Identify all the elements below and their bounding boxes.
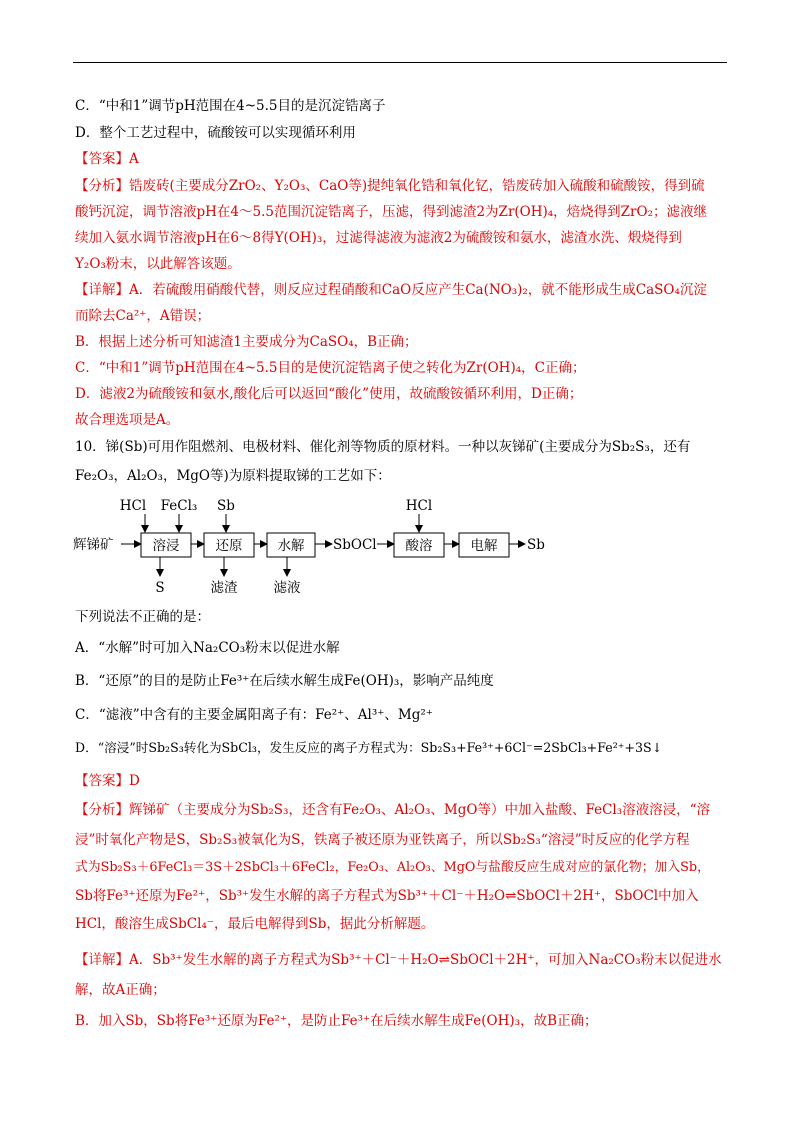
q10-stem-line-1: 10．锑(Sb)可用作阻燃剂、电极材料、催化剂等物质的原材料。一种以灰锑矿(主要成分为Sb₂S₃，还有 — [75, 439, 691, 455]
flow-output-filtrate: 滤液 — [273, 580, 301, 596]
q9-answer: 【答案】A — [75, 151, 139, 167]
q10-option-b: B．“还原”的目的是防止Fe³⁺在后续水解生成Fe(OH)₃，影响产品纯度 — [75, 673, 494, 689]
flow-box-reduce-label: 还原 — [215, 538, 243, 554]
q9-detail-line-4: C．“中和1”调节pH范围在4~5.5目的是使沉淀锆离子使之转化为Zr(OH)₄，C正确； — [75, 360, 586, 376]
q9-analysis-line-3: 续加入氨水调节溶液pH在6～8得Y(OH)₃，过滤得滤液为滤液2为硫酸铵和氨水，滤渣水洗、煅烧得到 — [75, 230, 682, 246]
flow-box-electrolysis-label: 电解 — [470, 538, 498, 554]
flow-output-residue: 滤渣 — [210, 580, 238, 596]
flow-start-label: 辉锑矿 — [73, 537, 114, 553]
header-rule — [73, 62, 727, 63]
q9-analysis-line-1: 【分析】锆废砖(主要成分ZrO₂、Y₂O₃、CaO等)提纯氧化锆和氧化钇，锆废砖加入硫酸和硫酸铵，得到硫 — [75, 178, 705, 194]
flow-input-sb: Sb — [217, 498, 235, 514]
q10-analysis-line-1: 【分析】辉锑矿（主要成分为Sb₂S₃，还含有Fe₂O₃、Al₂O₃、MgO等）中加入盐酸、FeCl₃溶液溶浸，“溶 — [75, 802, 711, 818]
q10-detail-line-2: 解，故A正确； — [75, 982, 166, 998]
q10-detail-line-3: B．加入Sb，Sb将Fe³⁺还原为Fe²⁺，是防止Fe³⁺在后续水解生成Fe(OH)₃，故B正确； — [75, 1013, 598, 1029]
q9-analysis-line-4: Y₂O₃粉末，以此解答该题。 — [75, 256, 241, 272]
q10-analysis-line-2: 浸”时氧化产物是S，Sb₂S₃被氧化为S，铁离子被还原为亚铁离子，所以Sb₂S₃“溶浸”时反应的化学方程 — [75, 832, 690, 848]
q10-option-c: C．“滤液”中含有的主要金属阳离子有：Fe²⁺、Al³⁺、Mg²⁺ — [75, 707, 433, 723]
q10-stem-line-2: Fe₂O₃，Al₂O₃，MgO等)为原料提取锑的工艺如下： — [75, 468, 391, 484]
q9-detail-line-5: D．滤液2为硫酸铵和氨水,酸化后可以返回“酸化”使用，故硫酸铵循环利用，D正确； — [75, 386, 583, 402]
q10-question: 下列说法不正确的是： — [75, 609, 210, 625]
q9-detail-line-3: B．根据上述分析可知滤渣1主要成分为CaSO₄，B正确； — [75, 334, 418, 350]
q10-answer: 【答案】D — [75, 773, 140, 789]
flow-input-hcl-2: HCl — [405, 498, 433, 514]
flow-box-acid-dissolve-label: 酸溶 — [405, 538, 433, 554]
flow-box-hydrolysis-label: 水解 — [277, 538, 305, 554]
q10-analysis-line-4: Sb将Fe³⁺还原为Fe²⁺，Sb³⁺发生水解的离子方程式为Sb³⁺＋Cl⁻＋H₂O⇌SbOCl＋2H⁺，SbOCl中加入 — [75, 888, 699, 904]
q10-option-a: A．“水解”时可加入Na₂CO₃粉末以促进水解 — [75, 640, 340, 656]
q10-analysis-line-3: 式为Sb₂S₃＋6FeCl₃＝3S＋2SbCl₃＋6FeCl₂，Fe₂O₃、Al₂O₃、MgO与盐酸反应生成对应的氯化物；加入Sb， — [75, 860, 710, 875]
flow-mid-label: SbOCl — [333, 537, 377, 553]
q10-option-d: D．“溶浸”时Sb₂S₃转化为SbCl₃，发生反应的离子方程式为：Sb₂S₃+Fe³⁺+6Cl⁻=2SbCl₃+Fe²⁺+3S↓ — [75, 740, 663, 755]
q9-option-c: C．“中和1”调节pH范围在4~5.5目的是沉淀锆离子 — [75, 98, 386, 114]
q9-detail-line-6: 故合理选项是A。 — [75, 412, 180, 428]
q9-detail-line-2: 而除去Ca²⁺，A错误； — [75, 308, 211, 324]
flow-output-s: S — [155, 580, 165, 596]
q9-detail-line-1: 【详解】A．若硫酸用硝酸代替，则反应过程硝酸和CaO反应产生Ca(NO₃)₂，就不能形成生成CaSO₄沉淀 — [75, 282, 707, 298]
flow-end-label: Sb — [527, 537, 545, 553]
q10-analysis-line-5: HCl，酸溶生成SbCl₄⁻，最后电解得到Sb，据此分析解题。 — [75, 916, 435, 932]
flow-input-hcl-1: HCl — [119, 498, 147, 514]
process-flow-diagram — [73, 492, 653, 602]
flow-input-fecl3: FeCl₃ — [160, 498, 198, 514]
q9-option-d: D．整个工艺过程中，硫酸铵可以实现循环利用 — [75, 125, 356, 141]
q9-analysis-line-2: 酸钙沉淀，调节溶液pH在4～5.5范围沉淀锆离子，压滤，得到滤渣2为Zr(OH)₄，焙烧得到ZrO₂；滤液继 — [75, 204, 707, 220]
flow-box-dissolve-label: 溶浸 — [152, 538, 180, 554]
q10-detail-line-1: 【详解】A．Sb³⁺发生水解的离子方程式为Sb³⁺＋Cl⁻＋H₂O⇌SbOCl＋2H⁺，可加入Na₂CO₃粉末以促进水 — [75, 952, 722, 968]
